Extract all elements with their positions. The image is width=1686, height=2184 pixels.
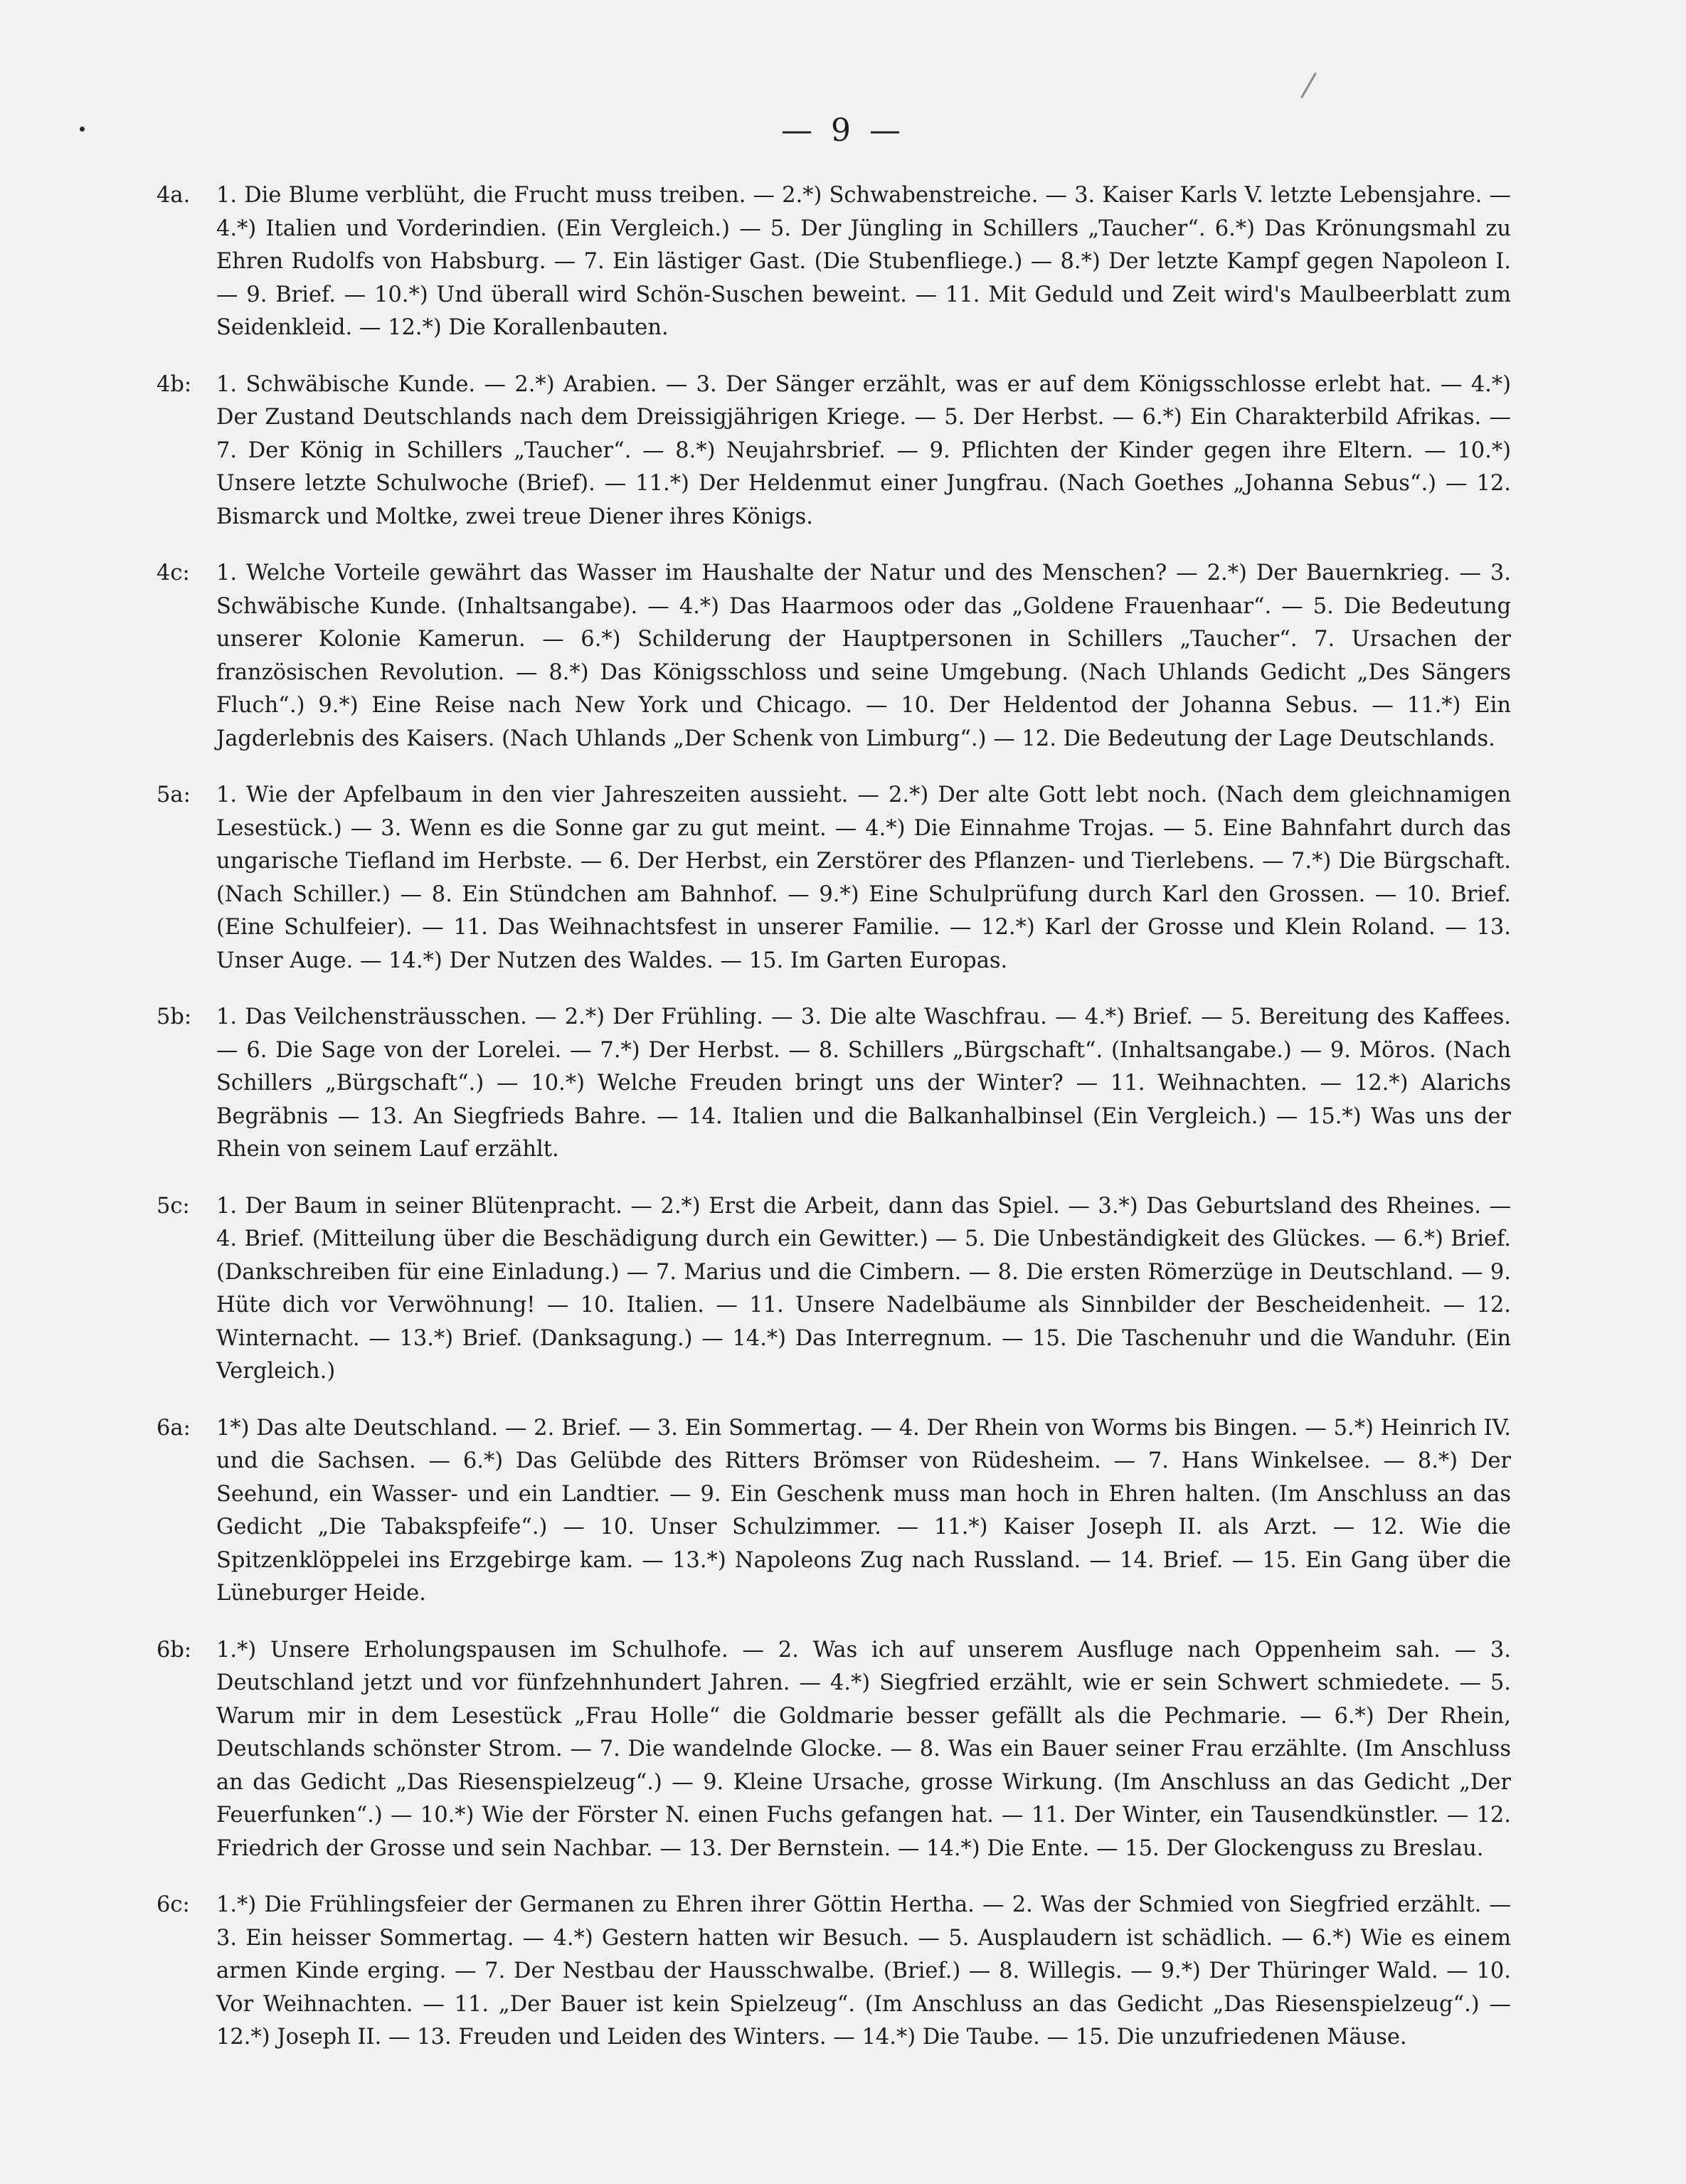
section-label: 4b: bbox=[157, 371, 192, 397]
section-text: 1. Der Baum in seiner Blütenpracht. — 2.*) Erst die Arbeit, dann das Spiel. — 3.*) Das Geburtsland des Rheines. — 4. Brief. (Mitteilung über die Beschädigung durch ein Gewitter.) — 5. Die Unbeständigkeit des Glückes. — 6.*) Brief. (Dankschreiben für eine Einladung.) — 7. Marius und die Cimbern. — 8. Die ersten Römerzüge in Deutschland. — 9. Hüte dich vor Verwöhnung! — 10. Italien. — 11. Unsere Nadelbäume als Sinnbilder der Bescheidenheit. — 12. Winternacht. — 13.*) Brief. (Danksagung.) — 14.*) Das Interregnum. — 15. Die Taschenuhr und die Wanduhr. (Ein Vergleich.) bbox=[216, 1193, 1511, 1384]
section-6c bbox=[157, 1889, 1511, 2055]
section-label: 5a: bbox=[157, 783, 191, 807]
section-text: 1. Wie der Apfelbaum in den vier Jahreszeiten aussieht. — 2.*) Der alte Gott lebt noch. (Nach dem gleichnamigen Lesestück.) — 3. Wenn es die Sonne gar zu gut meint. — 4.*) Die Einnahme Trojas. — 5. Eine Bahnfahrt durch das ungarische Tiefland im Herbste. — 6. Der Herbst, ein Zerstörer des Pflanzen- und Tierlebens. — 7.*) Die Bürgschaft. (Nach Schiller.) — 8. Ein Stündchen am Bahnhof. — 9.*) Eine Schulprüfung durch Karl den Grossen. — 10. Brief. (Eine Schulfeier). — 11. Das Weihnachtsfest in unserer Familie. — 12.*) Karl der Grosse und Klein Roland. — 13. Unser Auge. — 14.*) Der Nutzen des Waldes. — 15. Im Garten Europas. bbox=[216, 783, 1511, 973]
section-6a bbox=[157, 1412, 1511, 1611]
section-text: 1. Die Blume verblüht, die Frucht muss treiben. — 2.*) Schwabenstreiche. — 3. Kaiser Karls V. letzte Lebensjahre. — 4.*) Italien und Vorderindien. (Ein Vergleich.) — 5. Der Jüngling in Schillers „Taucher“. 6.*) Das Krönungsmahl zu Ehren Rudolfs von Habsburg. — 7. Ein lästiger Gast. (Die Stubenfliege.) — 8.*) Der letzte Kampf gegen Napoleon I. — 9. Brief. — 10.*) Und überall wird Schön-Suschen beweint. — 11. Mit Geduld und Zeit wird's Maulbeerblatt zum Seidenkleid. — 12.*) Die Korallenbauten. bbox=[216, 183, 1511, 340]
section-6b bbox=[157, 1634, 1511, 1866]
section-label: 5c: bbox=[157, 1193, 190, 1219]
section-4b bbox=[157, 369, 1511, 534]
section-text: 1.*) Unsere Erholungspausen im Schulhofe. — 2. Was ich auf unserem Ausfluge nach Oppenheim sah. — 3. Deutschland jetzt und vor fünfzehnhundert Jahren. — 4.*) Siegfried erzählt, wie er sein Schwert schmiedete. — 5. Warum mir in dem Lesestück „Frau Holle“ die Goldmarie besser gefällt als die Pechmarie. — 6.*) Der Rhein, Deutschlands schönster Strom. — 7. Die wandelnde Glocke. — 8. Was ein Bauer seiner Frau erzählte. (Im Anschluss an das Gedicht „Das Riesenspielzeug“.) — 9. Kleine Ursache, grosse Wirkung. (Im Anschluss an das Gedicht „Der Feuerfunken“.) — 10.*) Wie der Förster N. einen Fuchs gefangen hat. — 11. Der Winter, ein Tausendkünstler. — 12. Friedrich der Grosse und sein Nachbar. — 13. Der Bernstein. — 14.*) Die Ente. — 15. Der Glockenguss zu Breslau. bbox=[216, 1637, 1511, 1861]
section-5c bbox=[157, 1190, 1511, 1389]
essay-topic-list bbox=[157, 179, 1511, 2078]
section-text: 1.*) Die Frühlingsfeier der Germanen zu Ehren ihrer Göttin Hertha. — 2. Was der Schmied von Siegfried erzählt. — 3. Ein heisser Sommertag. — 4.*) Gestern hatten wir Besuch. — 5. Ausplaudern ist schädlich. — 6.*) Wie es einem armen Kinde erging. — 7. Der Nestbau der Hausschwalbe. (Brief.) — 8. Willegis. — 9.*) Der Thüringer Wald. — 10. Vor Weihnachten. — 11. „Der Bauer ist kein Spielzeug“. (Im Anschluss an das Gedicht „Das Riesenspielzeug“.) — 12.*) Joseph II. — 13. Freuden und Leiden des Winters. — 14.*) Die Taube. — 15. Die unzufriedenen Mäuse. bbox=[216, 1892, 1511, 2050]
section-5a bbox=[157, 779, 1511, 977]
section-text: 1. Welche Vorteile gewährt das Wasser im Haushalte der Natur und des Menschen? — 2.*) Der Bauernkrieg. — 3. Schwäbische Kunde. (Inhaltsangabe). — 4.*) Das Haarmoos oder das „Goldene Frauenhaar“. — 5. Die Bedeutung unserer Kolonie Kamerun. — 6.*) Schilderung der Hauptpersonen in Schillers „Taucher“. 7. Ursachen der französischen Revolution. — 8.*) Das Königsschloss und seine Umgebung. (Nach Uhlands Gedicht „Des Sängers Fluch“.) 9.*) Eine Reise nach New York und Chicago. — 10. Der Heldentod der Johanna Sebus. — 11.*) Ein Jagderlebnis des Kaisers. (Nach Uhlands „Der Schenk von Limburg“.) — 12. Die Bedeutung der Lage Deutschlands. bbox=[216, 561, 1511, 751]
section-label: 6c: bbox=[157, 1892, 190, 1917]
section-label: 5b: bbox=[157, 1004, 192, 1029]
section-label: 6a: bbox=[157, 1415, 191, 1441]
page-number: — 9 — bbox=[781, 112, 905, 149]
section-label: 4a. bbox=[157, 183, 191, 208]
section-4a bbox=[157, 179, 1511, 345]
section-text: 1. Schwäbische Kunde. — 2.*) Arabien. — 3. Der Sänger erzählt, was er auf dem Königsschlosse erlebt hat. — 4.*) Der Zustand Deutschlands nach dem Dreissigjährigen Kriege. — 5. Der Herbst. — 6.*) Ein Charakterbild Afrikas. — 7. Der König in Schillers „Taucher“. — 8.*) Neujahrsbrief. — 9. Pflichten der Kinder gegen ihre Eltern. — 10.*) Unsere letzte Schulwoche (Brief). — 11.*) Der Heldenmut einer Jungfrau. (Nach Goethes „Johanna Sebus“.) — 12. Bismarck und Moltke, zwei treue Diener ihres Königs. bbox=[216, 371, 1511, 529]
section-text: 1. Das Veilchensträusschen. — 2.*) Der Frühling. — 3. Die alte Waschfrau. — 4.*) Brief. — 5. Bereitung des Kaffees. — 6. Die Sage von der Lorelei. — 7.*) Der Herbst. — 8. Schillers „Bürgschaft“. (Inhaltsangabe.) — 9. Möros. (Nach Schillers „Bürgschaft“.) — 10.*) Welche Freuden bringt uns der Winter? — 11. Weihnachten. — 12.*) Alarichs Begräbnis — 13. An Siegfrieds Bahre. — 14. Italien und die Balkanhalbinsel (Ein Vergleich.) — 15.*) Was uns der Rhein von seinem Lauf erzählt. bbox=[216, 1004, 1511, 1162]
section-label: 6b: bbox=[157, 1637, 192, 1663]
section-text: 1*) Das alte Deutschland. — 2. Brief. — 3. Ein Sommertag. — 4. Der Rhein von Worms bis Bingen. — 5.*) Heinrich IV. und die Sachsen. — 6.*) Das Gelübde des Ritters Brömser von Rüdesheim. — 7. Hans Winkelsee. — 8.*) Der Seehund, ein Wasser- und ein Landtier. — 9. Ein Geschenk muss man hoch in Ehren halten. (Im Anschluss an das Gedicht „Die Tabakspfeife“.) — 10. Unser Schulzimmer. — 11.*) Kaiser Joseph II. als Arzt. — 12. Wie die Spitzenklöppelei ins Erzgebirge kam. — 13.*) Napoleons Zug nach Russland. — 14. Brief. — 15. Ein Gang über die Lüneburger Heide. bbox=[216, 1415, 1511, 1606]
section-4c bbox=[157, 557, 1511, 756]
paper-scratch bbox=[1300, 73, 1317, 98]
section-label: 4c: bbox=[157, 561, 190, 585]
section-5b bbox=[157, 1001, 1511, 1167]
